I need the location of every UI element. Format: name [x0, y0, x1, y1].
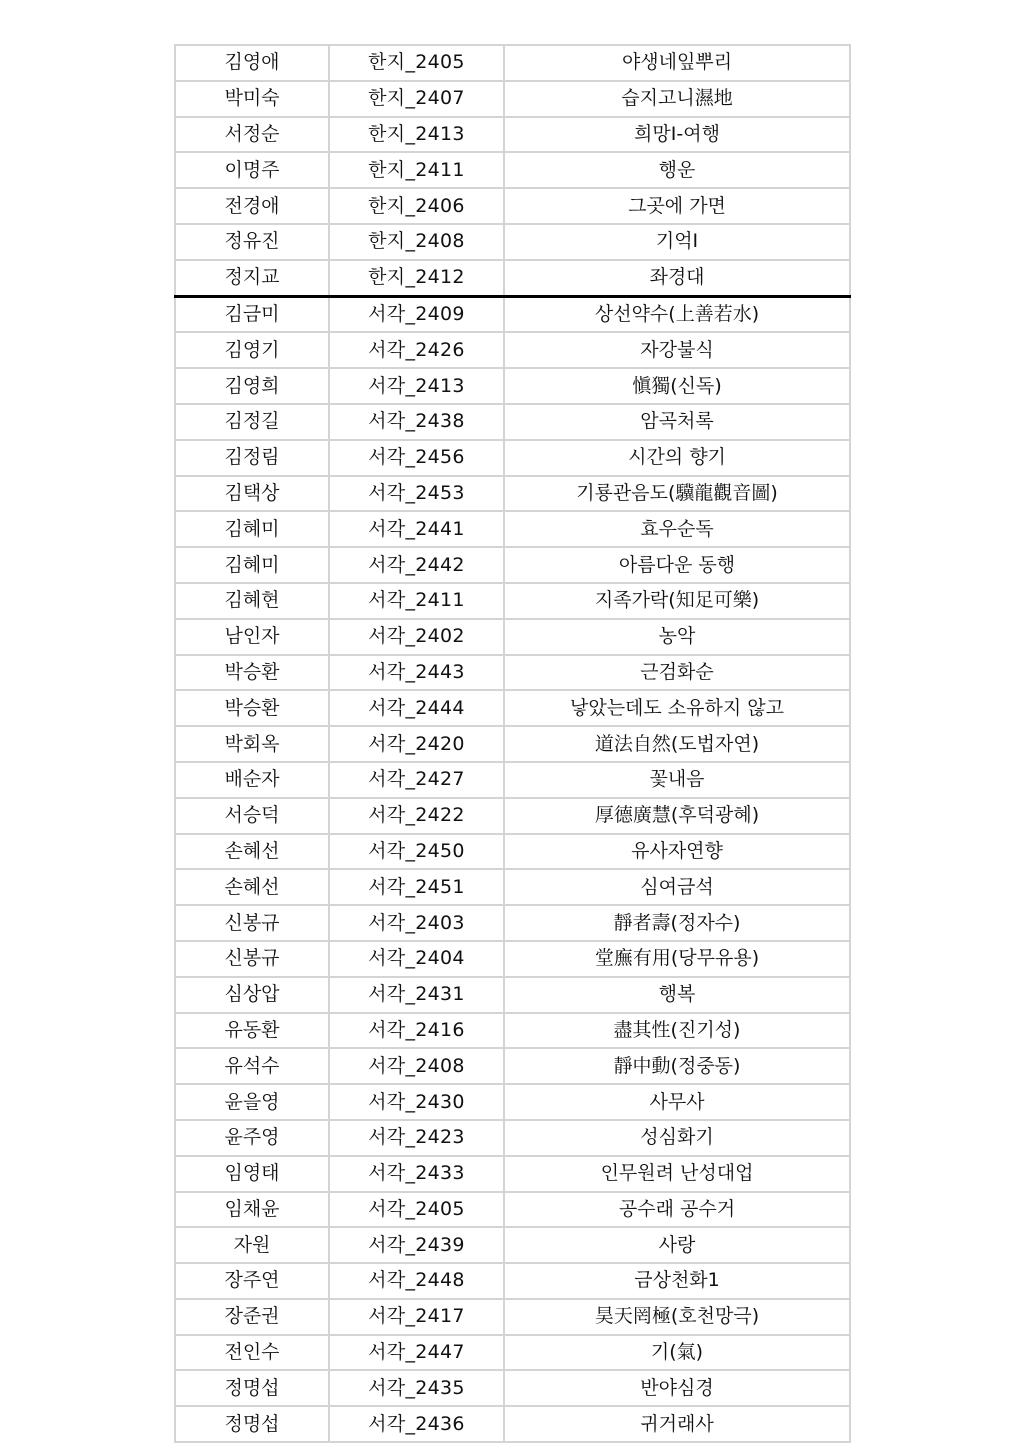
- table-row: [175, 368, 850, 404]
- artwork-code-cell: 서각_2405: [329, 1192, 504, 1228]
- artwork-code-cell: 서각_2435: [329, 1370, 504, 1406]
- artwork-code-cell: 서각_2423: [329, 1120, 504, 1156]
- artwork-title-cell: 심여금석: [504, 869, 850, 905]
- artwork-title-cell: 昊天罔極(호천망극): [504, 1299, 850, 1335]
- table-row: [175, 45, 850, 81]
- table-row: [175, 977, 850, 1013]
- artwork-code-cell: 서각_2438: [329, 404, 504, 440]
- artwork-code-cell: 서각_2433: [329, 1156, 504, 1192]
- artwork-title-cell: 좌경대: [504, 260, 850, 296]
- table-row: [175, 188, 850, 224]
- artwork-title-cell: 습지고니濕地: [504, 81, 850, 117]
- artwork-code-cell: 서각_2431: [329, 977, 504, 1013]
- artwork-code-cell: 서각_2456: [329, 440, 504, 476]
- table-row: [175, 1406, 850, 1442]
- artist-name-cell: 서정순: [175, 117, 329, 153]
- artist-name-cell: 김택상: [175, 476, 329, 512]
- table-row: [175, 1192, 850, 1228]
- artwork-title-cell: 아름다운 동행: [504, 547, 850, 583]
- artist-name-cell: 심상압: [175, 977, 329, 1013]
- table-row: [175, 1048, 850, 1084]
- table-row: [175, 1227, 850, 1263]
- artist-name-cell: 정명섭: [175, 1406, 329, 1442]
- artwork-title-cell: 금상천화1: [504, 1263, 850, 1299]
- artwork-code-cell: 서각_2420: [329, 726, 504, 762]
- artist-name-cell: 김정길: [175, 404, 329, 440]
- table-row: [175, 1263, 850, 1299]
- artwork-title-cell: 농악: [504, 619, 850, 655]
- artist-name-cell: 신봉규: [175, 941, 329, 977]
- artwork-title-cell: 사무사: [504, 1084, 850, 1120]
- artist-name-cell: 남인자: [175, 619, 329, 655]
- artist-name-cell: 임채윤: [175, 1192, 329, 1228]
- table-row: [175, 762, 850, 798]
- artwork-code-cell: 서각_2416: [329, 1013, 504, 1049]
- artist-name-cell: 김정림: [175, 440, 329, 476]
- artist-name-cell: 김영희: [175, 368, 329, 404]
- artwork-title-cell: 인무원려 난성대업: [504, 1156, 850, 1192]
- artwork-title-cell: 道法自然(도법자연): [504, 726, 850, 762]
- artwork-code-cell: 서각_2439: [329, 1227, 504, 1263]
- artwork-list-sheet: [174, 44, 849, 1443]
- table-row: [175, 117, 850, 153]
- artwork-code-cell: 서각_2443: [329, 655, 504, 691]
- artwork-code-cell: 한지_2408: [329, 224, 504, 260]
- artwork-code-cell: 서각_2404: [329, 941, 504, 977]
- table-row: [175, 583, 850, 619]
- artist-name-cell: 전인수: [175, 1335, 329, 1371]
- artwork-code-cell: 서각_2402: [329, 619, 504, 655]
- artist-name-cell: 박미숙: [175, 81, 329, 117]
- table-row: [175, 152, 850, 188]
- artwork-title-cell: 지족가락(知足可樂): [504, 583, 850, 619]
- artwork-code-cell: 서각_2448: [329, 1263, 504, 1299]
- artwork-code-cell: 한지_2412: [329, 260, 504, 296]
- artist-name-cell: 박승환: [175, 655, 329, 691]
- artwork-title-cell: 靜中動(정중동): [504, 1048, 850, 1084]
- artwork-title-cell: 암곡처록: [504, 404, 850, 440]
- artwork-code-cell: 서각_2411: [329, 583, 504, 619]
- artwork-title-cell: 희망Ⅰ-여행: [504, 117, 850, 153]
- artwork-code-cell: 서각_2453: [329, 476, 504, 512]
- artist-name-cell: 손혜선: [175, 869, 329, 905]
- artwork-title-cell: 시간의 향기: [504, 440, 850, 476]
- table-row: [175, 1370, 850, 1406]
- artist-name-cell: 전경애: [175, 188, 329, 224]
- table-row: [175, 1013, 850, 1049]
- artwork-title-cell: 盡其性(진기성): [504, 1013, 850, 1049]
- table-row: [175, 332, 850, 368]
- table-row: [175, 224, 850, 260]
- table-row: [175, 1156, 850, 1192]
- artwork-code-cell: 한지_2405: [329, 45, 504, 81]
- artwork-table-body: [175, 45, 850, 1442]
- artwork-code-cell: 서각_2441: [329, 511, 504, 547]
- artist-name-cell: 신봉규: [175, 905, 329, 941]
- artwork-title-cell: 그곳에 가면: [504, 188, 850, 224]
- artwork-code-cell: 서각_2409: [329, 296, 504, 332]
- artwork-code-cell: 한지_2406: [329, 188, 504, 224]
- artwork-code-cell: 서각_2413: [329, 368, 504, 404]
- artist-name-cell: 박회옥: [175, 726, 329, 762]
- table-row: [175, 476, 850, 512]
- artwork-title-cell: 낳았는데도 소유하지 않고: [504, 690, 850, 726]
- table-row: [175, 798, 850, 834]
- artwork-code-cell: 서각_2444: [329, 690, 504, 726]
- artist-name-cell: 김혜미: [175, 547, 329, 583]
- artist-name-cell: 유석수: [175, 1048, 329, 1084]
- artwork-code-cell: 서각_2442: [329, 547, 504, 583]
- artwork-code-cell: 서각_2426: [329, 332, 504, 368]
- table-row: [175, 511, 850, 547]
- artist-name-cell: 정지교: [175, 260, 329, 296]
- artwork-title-cell: 기(氣): [504, 1335, 850, 1371]
- table-row: [175, 440, 850, 476]
- artist-name-cell: 자원: [175, 1227, 329, 1263]
- artwork-code-cell: 서각_2427: [329, 762, 504, 798]
- artwork-title-cell: 야생네잎뿌리: [504, 45, 850, 81]
- artwork-code-cell: 서각_2430: [329, 1084, 504, 1120]
- artist-name-cell: 윤주영: [175, 1120, 329, 1156]
- table-row: [175, 690, 850, 726]
- artwork-title-cell: 유사자연향: [504, 834, 850, 870]
- table-row: [175, 619, 850, 655]
- artist-name-cell: 정명섭: [175, 1370, 329, 1406]
- table-row: [175, 726, 850, 762]
- artwork-title-cell: 귀거래사: [504, 1406, 850, 1442]
- artist-name-cell: 장준권: [175, 1299, 329, 1335]
- artist-name-cell: 임영태: [175, 1156, 329, 1192]
- table-row: [175, 1299, 850, 1335]
- artist-name-cell: 서승덕: [175, 798, 329, 834]
- artist-name-cell: 손혜선: [175, 834, 329, 870]
- artist-name-cell: 김혜미: [175, 511, 329, 547]
- artist-name-cell: 유동환: [175, 1013, 329, 1049]
- artwork-title-cell: 堂廡有用(당무유용): [504, 941, 850, 977]
- artwork-code-cell: 한지_2411: [329, 152, 504, 188]
- artist-name-cell: 배순자: [175, 762, 329, 798]
- artwork-code-cell: 서각_2422: [329, 798, 504, 834]
- artwork-code-cell: 서각_2403: [329, 905, 504, 941]
- artwork-title-cell: 꽃내음: [504, 762, 850, 798]
- artist-name-cell: 박승환: [175, 690, 329, 726]
- artist-name-cell: 이명주: [175, 152, 329, 188]
- table-row: [175, 547, 850, 583]
- artwork-title-cell: 성심화기: [504, 1120, 850, 1156]
- table-row: [175, 1120, 850, 1156]
- artwork-title-cell: 효우순독: [504, 511, 850, 547]
- table-row: [175, 81, 850, 117]
- artwork-table: [174, 44, 851, 1443]
- artwork-title-cell: 厚德廣慧(후덕광혜): [504, 798, 850, 834]
- table-row: [175, 1084, 850, 1120]
- artwork-code-cell: 서각_2417: [329, 1299, 504, 1335]
- artwork-code-cell: 서각_2451: [329, 869, 504, 905]
- artwork-title-cell: 행운: [504, 152, 850, 188]
- artwork-title-cell: 근검화순: [504, 655, 850, 691]
- table-row: [175, 296, 850, 332]
- table-row: [175, 655, 850, 691]
- artist-name-cell: 김혜현: [175, 583, 329, 619]
- artist-name-cell: 정유진: [175, 224, 329, 260]
- artwork-code-cell: 서각_2450: [329, 834, 504, 870]
- artwork-title-cell: 반야심경: [504, 1370, 850, 1406]
- table-row: [175, 834, 850, 870]
- artwork-title-cell: 공수래 공수거: [504, 1192, 850, 1228]
- artwork-title-cell: 기억Ⅰ: [504, 224, 850, 260]
- artwork-code-cell: 서각_2447: [329, 1335, 504, 1371]
- artwork-code-cell: 서각_2436: [329, 1406, 504, 1442]
- artist-name-cell: 김영애: [175, 45, 329, 81]
- artist-name-cell: 윤을영: [175, 1084, 329, 1120]
- artist-name-cell: 김영기: [175, 332, 329, 368]
- artwork-title-cell: 사랑: [504, 1227, 850, 1263]
- table-row: [175, 941, 850, 977]
- table-row: [175, 260, 850, 296]
- artwork-code-cell: 한지_2407: [329, 81, 504, 117]
- artwork-title-cell: 기룡관음도(驥龍觀音圖): [504, 476, 850, 512]
- artwork-title-cell: 愼獨(신독): [504, 368, 850, 404]
- table-row: [175, 404, 850, 440]
- artist-name-cell: 장주연: [175, 1263, 329, 1299]
- table-row: [175, 1335, 850, 1371]
- artwork-code-cell: 한지_2413: [329, 117, 504, 153]
- artwork-title-cell: 행복: [504, 977, 850, 1013]
- artwork-code-cell: 서각_2408: [329, 1048, 504, 1084]
- artist-name-cell: 김금미: [175, 296, 329, 332]
- table-row: [175, 869, 850, 905]
- artwork-title-cell: 자강불식: [504, 332, 850, 368]
- artwork-title-cell: 상선약수(上善若水): [504, 296, 850, 332]
- table-row: [175, 905, 850, 941]
- artwork-title-cell: 靜者壽(정자수): [504, 905, 850, 941]
